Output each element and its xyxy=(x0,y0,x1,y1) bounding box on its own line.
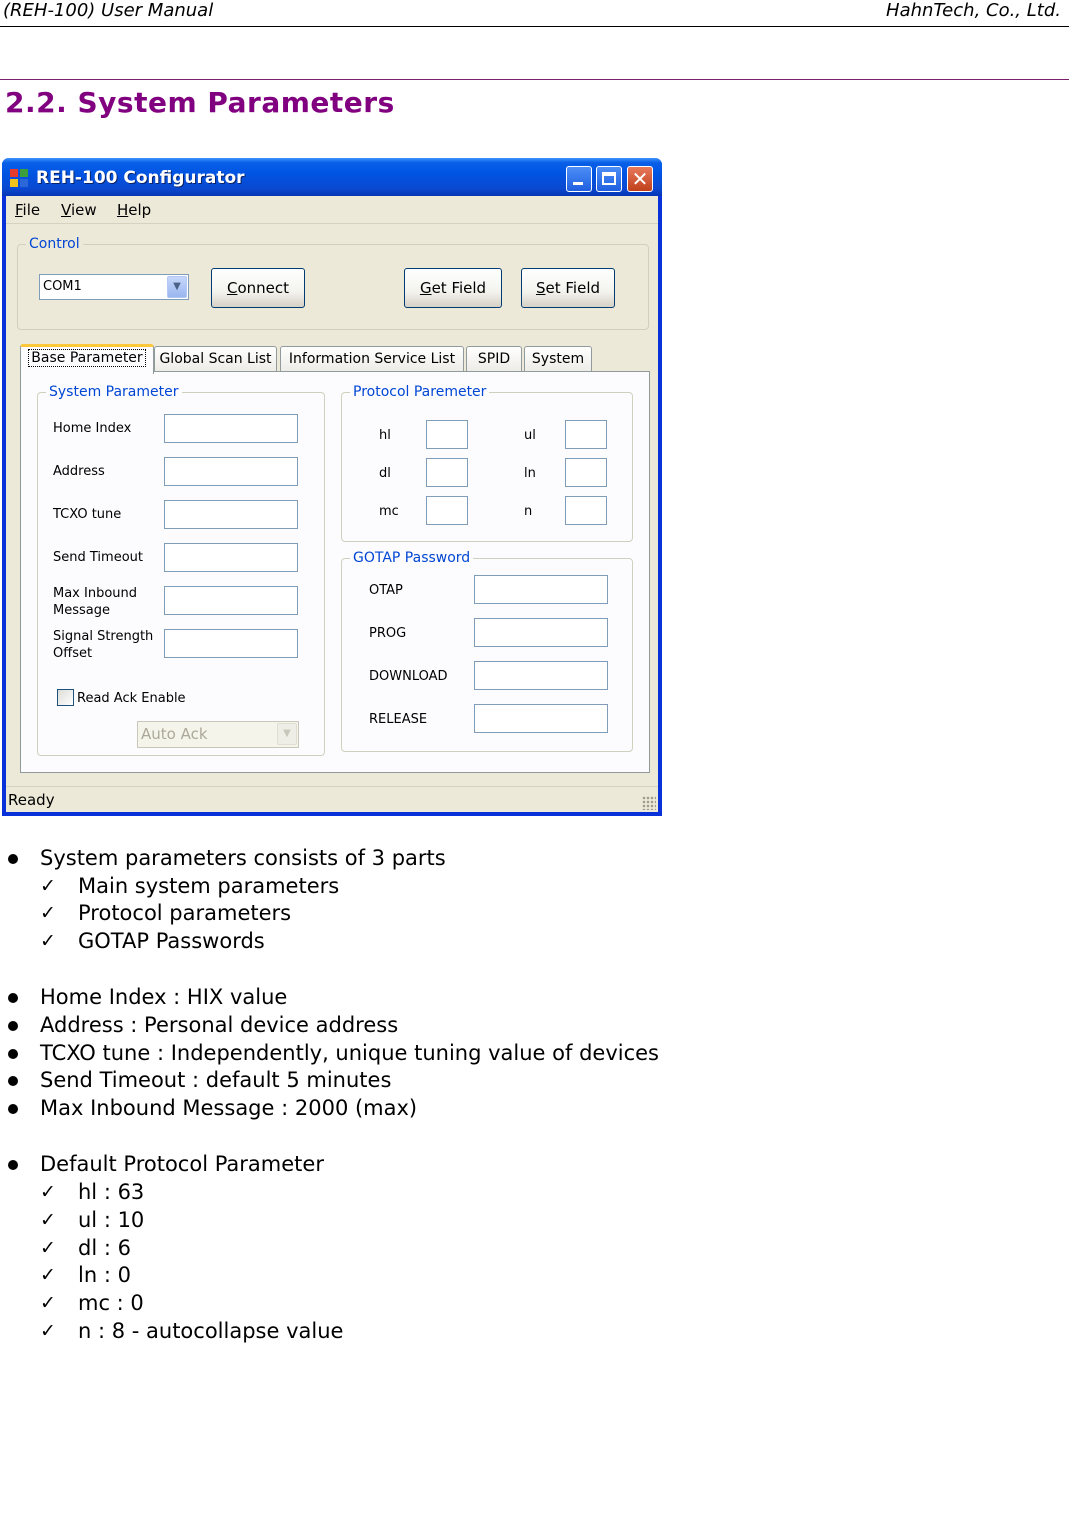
ul-input[interactable] xyxy=(565,420,607,449)
ln-label: ln xyxy=(524,466,536,481)
send-timeout-input[interactable] xyxy=(164,543,298,572)
parts-intro: System parameters consists of 3 parts xyxy=(40,846,446,870)
chevron-down-icon[interactable]: ▼ xyxy=(277,723,297,745)
n-label: n xyxy=(524,504,533,519)
base-parameter-page xyxy=(20,371,650,773)
download-label: DOWNLOAD xyxy=(369,669,448,684)
description-text: Address : Personal device address xyxy=(40,1013,399,1037)
bullet-item xyxy=(40,1012,398,1038)
menu-help[interactable]: Help xyxy=(117,201,152,219)
status-text: Ready xyxy=(8,791,55,809)
bullet-icon xyxy=(8,1076,18,1086)
ln-input[interactable] xyxy=(565,458,607,487)
check-icon: ✓ xyxy=(40,930,56,952)
default-text: ul : 10 xyxy=(78,1208,145,1232)
check-item xyxy=(40,1235,131,1261)
check-item xyxy=(40,1318,344,1344)
check-item xyxy=(40,928,265,954)
description-text: TCXO tune : Independently, unique tuning value of devices xyxy=(40,1041,659,1065)
bullet-item xyxy=(40,845,446,871)
description-text: Send Timeout : default 5 minutes xyxy=(40,1068,392,1092)
tab-base-parameter[interactable] xyxy=(20,344,154,374)
tab-information-service-list[interactable]: Information Service List xyxy=(280,346,464,372)
resize-grip-icon[interactable] xyxy=(642,796,656,810)
menu-bar xyxy=(6,196,658,224)
default-text: mc : 0 xyxy=(78,1291,144,1315)
check-item xyxy=(40,1262,131,1288)
check-icon: ✓ xyxy=(40,1209,56,1231)
bullet-icon xyxy=(8,1160,18,1170)
address-label: Address xyxy=(53,464,105,479)
protocol-parameter-legend: Protocol Paremeter xyxy=(350,383,489,401)
max-inbound-message-label: Max Inbound Message xyxy=(53,586,138,618)
minimize-icon xyxy=(573,182,583,185)
default-text: ln : 0 xyxy=(78,1263,131,1287)
chevron-down-icon[interactable]: ▼ xyxy=(167,276,187,298)
set-field-button[interactable]: Set Field xyxy=(521,268,615,308)
menu-view[interactable]: View xyxy=(61,201,97,219)
minimize-button[interactable] xyxy=(566,166,592,192)
check-icon: ✓ xyxy=(40,1292,56,1314)
tab-global-scan-list[interactable]: Global Scan List xyxy=(154,346,277,372)
ul-label: ul xyxy=(524,428,536,443)
part-text: GOTAP Passwords xyxy=(78,929,265,953)
check-icon: ✓ xyxy=(40,1237,56,1259)
read-ack-enable-label: Read Ack Enable xyxy=(77,691,186,706)
bullet-icon xyxy=(8,1104,18,1114)
home-index-input[interactable] xyxy=(164,414,298,443)
bullet-item xyxy=(40,984,287,1010)
check-icon: ✓ xyxy=(40,875,56,897)
bullet-icon xyxy=(8,1049,18,1059)
page-header xyxy=(0,0,1069,27)
gotap-password-legend: GOTAP Password xyxy=(350,549,473,567)
get-field-button[interactable]: Get Field xyxy=(404,268,502,308)
window-title: REH-100 Configurator xyxy=(36,168,245,188)
tab-base-parameter-label: Base Parameter xyxy=(28,349,145,367)
ack-mode-select[interactable] xyxy=(137,721,299,748)
control-legend: Control xyxy=(26,235,83,253)
tab-system[interactable]: System xyxy=(524,346,592,372)
check-icon: ✓ xyxy=(40,1264,56,1286)
check-item xyxy=(40,873,340,899)
release-label: RELEASE xyxy=(369,712,428,727)
ack-mode-value: Auto Ack xyxy=(141,725,208,743)
check-item xyxy=(40,900,292,926)
part-text: Protocol parameters xyxy=(78,901,292,925)
hl-label: hl xyxy=(379,428,391,443)
dl-input[interactable] xyxy=(426,458,468,487)
bullet-item xyxy=(40,1095,417,1121)
maximize-icon xyxy=(602,172,616,185)
default-text: dl : 6 xyxy=(78,1236,131,1260)
status-bar xyxy=(6,786,658,812)
app-icon xyxy=(10,169,28,187)
check-item xyxy=(40,1290,144,1316)
tcxo-tune-input[interactable] xyxy=(164,500,298,529)
bullet-item xyxy=(40,1067,391,1093)
manual-title: (REH-100) User Manual xyxy=(3,0,214,21)
hl-input[interactable] xyxy=(426,420,468,449)
address-input[interactable] xyxy=(164,457,298,486)
title-bar[interactable] xyxy=(2,158,662,196)
signal-strength-offset-input[interactable] xyxy=(164,629,298,658)
download-password-input[interactable] xyxy=(474,661,608,690)
signal-strength-offset-label: Signal Strength Offset xyxy=(53,629,154,661)
default-text: n : 8 - autocollapse value xyxy=(78,1319,344,1343)
bullet-icon xyxy=(8,854,18,864)
company-name: HahnTech, Co., Ltd. xyxy=(886,0,1061,21)
configurator-window xyxy=(2,158,662,816)
prog-label: PROG xyxy=(369,626,407,641)
otap-password-input[interactable] xyxy=(474,575,608,604)
check-icon: ✓ xyxy=(40,1320,56,1342)
section-divider xyxy=(0,79,1069,80)
tcxo-tune-label: TCXO tune xyxy=(53,507,122,522)
bullet-icon xyxy=(8,993,18,1003)
bullet-icon xyxy=(8,1021,18,1031)
menu-file[interactable]: File xyxy=(15,201,41,219)
connect-button[interactable]: Connect xyxy=(211,268,305,308)
check-icon: ✓ xyxy=(40,1181,56,1203)
com-port-select[interactable] xyxy=(39,274,189,300)
tab-spid[interactable]: SPID xyxy=(466,346,522,372)
prog-password-input[interactable] xyxy=(474,618,608,647)
default-text: hl : 63 xyxy=(78,1180,145,1204)
window-client-area xyxy=(6,196,658,812)
system-parameter-legend: System Parameter xyxy=(46,383,182,401)
mc-label: mc xyxy=(379,504,399,519)
dl-label: dl xyxy=(379,466,391,481)
description-text: Home Index : HIX value xyxy=(40,985,288,1009)
release-password-input[interactable] xyxy=(474,704,608,733)
close-icon: ✕ xyxy=(631,167,649,191)
max-inbound-message-input[interactable] xyxy=(164,586,298,615)
close-button[interactable] xyxy=(627,166,653,192)
maximize-button[interactable] xyxy=(596,166,622,192)
otap-label: OTAP xyxy=(369,583,403,598)
check-icon: ✓ xyxy=(40,902,56,924)
defaults-intro: Default Protocol Parameter xyxy=(40,1152,324,1176)
section-title: 2.2. System Parameters xyxy=(5,86,395,119)
check-item xyxy=(40,1207,145,1233)
description-text: Max Inbound Message : 2000 (max) xyxy=(40,1096,418,1120)
check-item xyxy=(40,1179,145,1205)
mc-input[interactable] xyxy=(426,496,468,525)
n-input[interactable] xyxy=(565,496,607,525)
bullet-item xyxy=(40,1151,324,1177)
part-text: Main system parameters xyxy=(78,874,340,898)
com-port-value: COM1 xyxy=(43,279,82,294)
send-timeout-label: Send Timeout xyxy=(53,550,143,565)
home-index-label: Home Index xyxy=(53,421,132,436)
bullet-item xyxy=(40,1040,659,1066)
read-ack-enable-checkbox[interactable] xyxy=(57,689,74,706)
